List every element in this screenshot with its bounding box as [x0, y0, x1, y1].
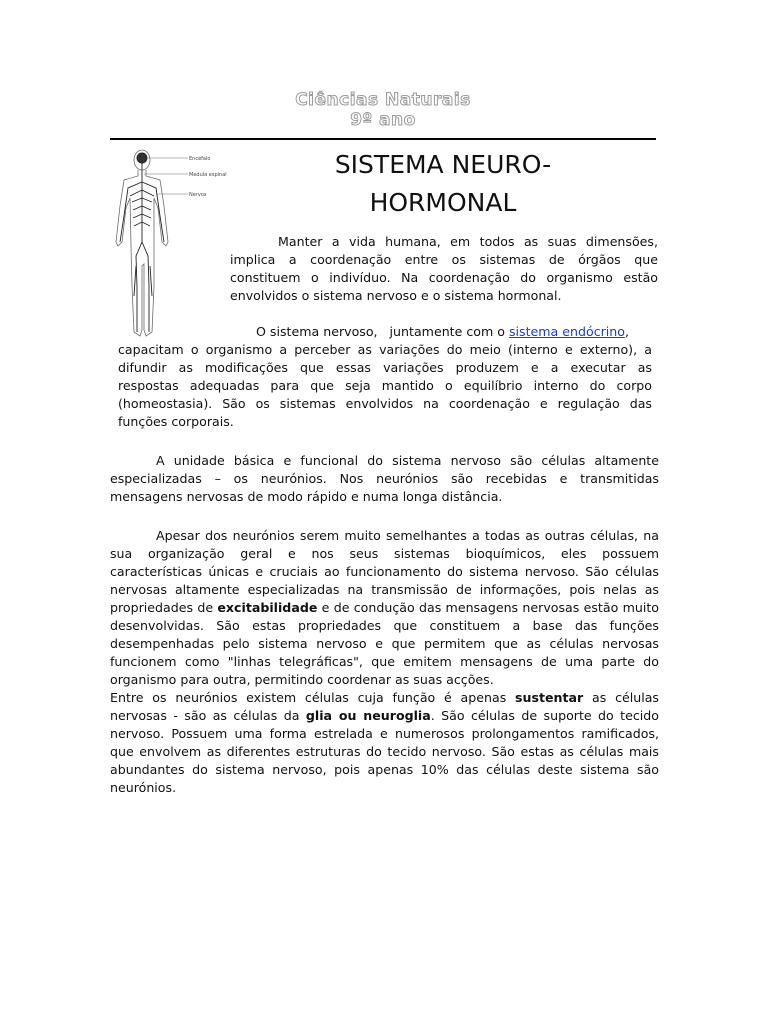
paragraph-line: desempenhadas pelo sistema nervoso e que permitem que as células nervosas [110, 636, 659, 651]
paragraph-neuron-properties [110, 527, 659, 797]
header-subject: Ciências Naturais [295, 90, 471, 110]
paragraph-line: sua organização geral e nos seus sistemas bioquímicos, eles possuem [110, 546, 659, 561]
paragraph-line: desenvolvidas. São estas propriedades que constituem a base das funções [110, 618, 659, 633]
paragraph-nervous-system [118, 323, 652, 431]
paragraph-line: O sistema nervoso, juntamente com o sistema endócrino, [256, 324, 630, 339]
paragraph-line: funções corporais. [118, 414, 234, 429]
paragraph-neurons [110, 452, 659, 506]
paragraph-line: características únicas e cruciais ao funcionamento do sistema nervoso. São células [110, 564, 659, 579]
paragraph-line: abundantes do sistema nervoso, pois apenas 10% das células deste sistema são [110, 762, 659, 777]
excitability-term: excitabilidade [217, 600, 318, 615]
figure-label-brain: Encéfalo [189, 156, 211, 162]
paragraph-line: organismo para outra, permitindo coordenar as suas acções. [110, 672, 494, 687]
paragraph-line: (homeostasia). São os sistemas envolvidos na coordenação e regulação das [118, 396, 652, 411]
title-line-1: SISTEMA NEURO- [334, 150, 552, 179]
paragraph-line: especializadas – os neurónios. Nos neurónios são recebidas e transmitidas [110, 471, 659, 486]
paragraph-line: implica a coordenação entre os sistemas de órgãos que [230, 252, 658, 267]
title-line-2: HORMONAL [369, 188, 517, 217]
paragraph-intro [230, 233, 658, 305]
header-grade: 9º ano [350, 110, 416, 130]
glia-term: glia ou neuroglia [305, 708, 431, 723]
paragraph-line: Manter a vida humana, em todos as suas dimensões, [278, 234, 658, 249]
paragraph-line: A unidade básica e funcional do sistema nervoso são células altamente [156, 453, 659, 468]
paragraph-line: respostas adequadas para que seja mantido o equilíbrio interno do corpo [118, 378, 652, 393]
paragraph-line: nervosas altamente especializadas na transmissão de informações, pois nelas as [110, 582, 659, 597]
paragraph-line: nervoso. Possuem uma forma estrelada e numerosos prolongamentos ramificados, [110, 726, 659, 741]
sustain-term: sustentar [515, 690, 584, 705]
paragraph-line: Entre os neurónios existem células cuja função é apenas sustentar as células [110, 690, 659, 705]
endocrine-system-link[interactable]: sistema endócrino [508, 324, 625, 339]
page-title [230, 146, 656, 222]
paragraph-line: Apesar dos neurónios serem muito semelhantes a todas as outras células, na [156, 528, 659, 543]
paragraph-line: que envolvem as diferentes estruturas do tecido nervoso. São estas as células mais [110, 744, 659, 759]
paragraph-line: capacitam o organismo a perceber as variações do meio (interno e externo), a [118, 342, 652, 357]
header-rule [110, 138, 656, 140]
nervous-system-figure [112, 146, 227, 342]
paragraph-line: envolvidos o sistema nervoso e o sistema hormonal. [230, 288, 562, 303]
paragraph-line: neurónios. [110, 780, 177, 795]
paragraph-line: propriedades de excitabilidade e de condução das mensagens nervosas estão muito [110, 600, 659, 615]
paragraph-line: mensagens nervosas de modo rápido e numa longa distância. [110, 489, 503, 504]
document-header [110, 90, 656, 130]
figure-label-nerves: Nervos [189, 192, 207, 198]
paragraph-line: nervosas - são as células da glia ou neuroglia. São células de suporte do tecido [110, 708, 659, 723]
paragraph-line: funcionem como "linhas telegráficas", que emitem mensagens de uma parte do [110, 654, 659, 669]
paragraph-line: difundir as modificações que essas variações produzem e a executar as [118, 360, 652, 375]
figure-label-spinal-cord: Medula espinal [189, 172, 227, 178]
paragraph-line: constituem o indivíduo. Na coordenação do organismo estão [230, 270, 658, 285]
